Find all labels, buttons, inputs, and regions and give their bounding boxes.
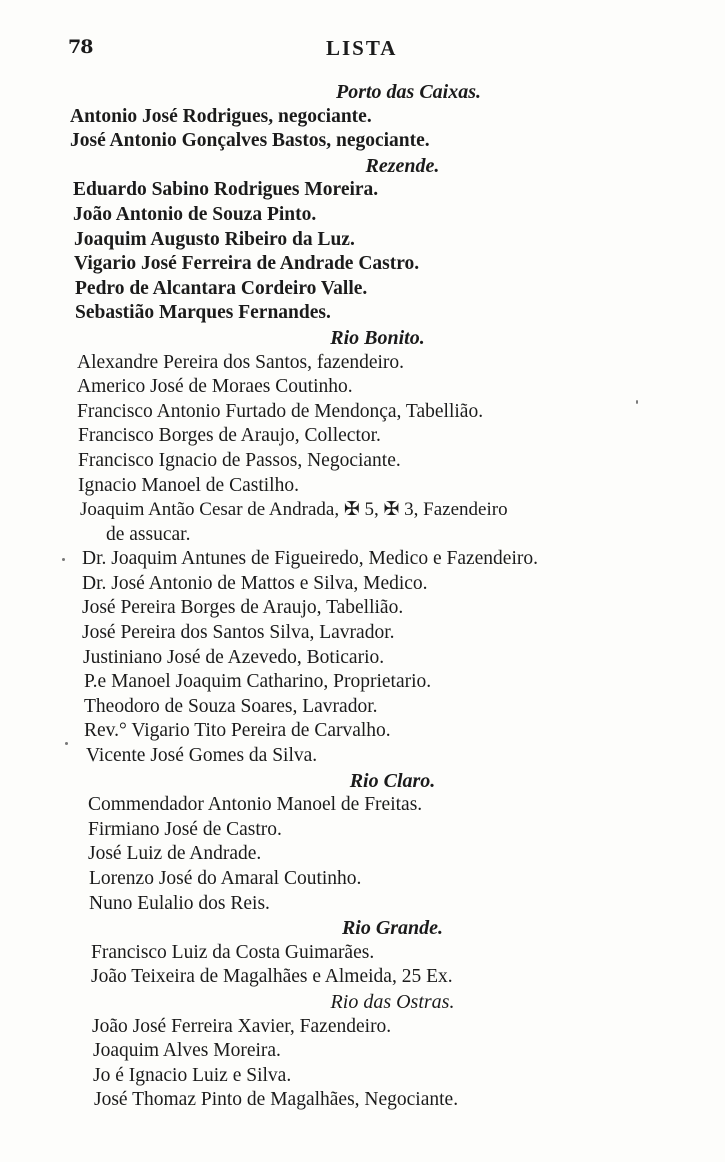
list-item: Joaquim Augusto Ribeiro da Luz. xyxy=(74,228,355,250)
section-heading-rezende: Rezende. xyxy=(365,154,440,177)
list-item: José Luiz de Andrade. xyxy=(88,843,262,865)
list-item: Pedro de Alcantara Cordeiro Valle. xyxy=(75,277,368,299)
list-item: Lorenzo José do Amaral Coutinho. xyxy=(89,868,362,889)
list-item: Antonio José Rodrigues, negociante. xyxy=(70,105,372,127)
directory-list xyxy=(0,80,725,1113)
list-item: Theodoro de Souza Soares, Lavrador. xyxy=(84,695,378,717)
list-item: Ignacio Manoel de Castilho. xyxy=(78,474,299,496)
list-item: Americo José de Moraes Coutinho. xyxy=(77,376,353,398)
list-item: José Pereira Borges de Araujo, Tabellião. xyxy=(82,597,404,619)
list-item: Alexandre Pereira dos Santos, fazendeiro. xyxy=(77,351,405,373)
list-item: Vigario José Ferreira de Andrade Castro. xyxy=(74,253,420,275)
list-item: Joaquim Antão Cesar de Andrada, ✠ 5, ✠ 3, Fazendeiro xyxy=(80,499,508,521)
list-item: Rev.° Vigario Tito Pereira de Carvalho. xyxy=(84,720,391,742)
section-heading-rio-das-ostras: Rio das Ostras. xyxy=(330,990,455,1013)
section-heading-rio-bonito: Rio Bonito. xyxy=(330,326,425,349)
list-item: João José Ferreira Xavier, Fazendeiro. xyxy=(92,1015,392,1037)
list-item: João Antonio de Souza Pinto. xyxy=(73,203,317,225)
running-title: LISTA xyxy=(326,36,398,60)
scan-speck xyxy=(636,400,638,404)
list-item: Dr. José Antonio de Mattos e Silva, Medico. xyxy=(82,572,428,594)
list-item: Justiniano José de Azevedo, Boticario. xyxy=(83,646,385,668)
list-item: Commendador Antonio Manoel de Freitas. xyxy=(88,794,423,816)
section-heading-porto-das-caixas: Porto das Caixas. xyxy=(335,81,482,103)
section-heading-rio-grande: Rio Grande. xyxy=(341,917,444,940)
list-item: Francisco Borges de Araujo, Collector. xyxy=(78,425,381,447)
list-item: P.e Manoel Joaquim Catharino, Proprietario. xyxy=(84,671,432,693)
list-item: João Teixeira de Magalhães e Almeida, 25 Ex. xyxy=(91,966,453,988)
list-item: Francisco Antonio Furtado de Mendonça, Tabellião. xyxy=(77,400,484,422)
list-item: José Pereira dos Santos Silva, Lavrador. xyxy=(82,622,395,644)
scan-speck xyxy=(65,742,68,745)
list-item: José Thomaz Pinto de Magalhães, Negociante. xyxy=(94,1089,459,1111)
list-item: Francisco Luiz da Costa Guimarães. xyxy=(91,941,375,963)
section-heading-rio-claro: Rio Claro. xyxy=(349,769,436,792)
list-item: Eduardo Sabino Rodrigues Moreira. xyxy=(73,179,379,201)
page-header xyxy=(0,36,725,64)
list-item: Firmiano José de Castro. xyxy=(88,818,282,840)
page-number: 78 xyxy=(68,36,93,58)
list-item-continuation: de assucar. xyxy=(106,523,191,545)
list-item: Jo é Ignacio Luiz e Silva. xyxy=(93,1064,292,1086)
list-item: José Antonio Gonçalves Bastos, negociante. xyxy=(70,130,430,152)
list-item: Joaquim Alves Moreira. xyxy=(93,1040,281,1062)
list-item: Nuno Eulalio dos Reis. xyxy=(89,892,270,914)
scan-speck xyxy=(62,558,65,561)
list-item: Sebastião Marques Fernandes. xyxy=(75,302,331,324)
list-item: Vicente José Gomes da Silva. xyxy=(86,745,318,767)
list-item: Francisco Ignacio de Passos, Negociante. xyxy=(78,449,401,471)
list-item: Dr. Joaquim Antunes de Figueiredo, Medico e Fazendeiro. xyxy=(82,548,538,570)
